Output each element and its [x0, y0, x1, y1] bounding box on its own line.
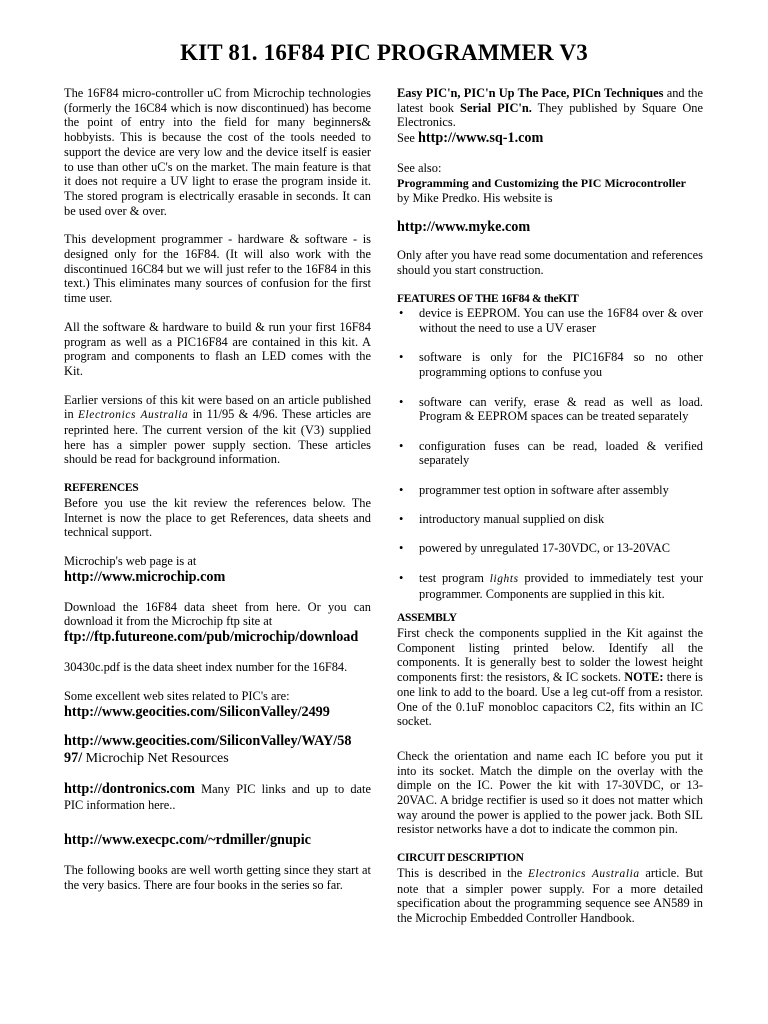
magazine-name: Electronics Australia: [77, 409, 189, 422]
see-also-label: See also:: [397, 161, 442, 176]
circuit-heading: CIRCUIT DESCRIPTION: [397, 852, 524, 865]
list-item: • device is EEPROM. You can use the 16F84 over & over without the need to use a UV eraser: [397, 306, 703, 335]
intro-paragraph: The 16F84 micro-controller uC from Microchip technologies (formerly the 16C84 which is now discontinued) has become the point of entry into the field for many beginners& hobbyists. This is because the cost of the tools needed to support the device are very low and the device itself is easier to use than other uC's on the market. The main feature is that it does not require a UV light to erase the program inside it. The stored program is electrically erasable in seconds. It can be used over & over.: [64, 86, 371, 218]
list-item: • programmer test option in software after assembly: [397, 483, 703, 498]
ftp-link[interactable]: ftp://ftp.futureone.com/pub/microchip/download: [64, 629, 359, 646]
download-paragraph: Download the 16F84 data sheet from here. Or you can download it from the Microchip ftp site at: [64, 599, 371, 629]
geocities-link[interactable]: http://www.geocities.com/SiliconValley/2499: [64, 703, 330, 720]
references-heading: REFERENCES: [64, 482, 139, 495]
predko-book-title: Programming and Customizing the PIC Microcontroller: [397, 175, 686, 190]
software-paragraph: All the software & hardware to build & run your first 16F84 program as well as a PIC16F84 are contained in this kit. A program and components to flash an LED comes with the Kit.: [64, 319, 371, 378]
references-paragraph: Before you use the kit review the references below. The Internet is now the place to get References, data sheets and technical support.: [64, 495, 371, 540]
predko-byline: by Mike Predko. His website is: [397, 190, 553, 205]
only-after-paragraph: Only after you have read some documentation and references should you start construction.: [397, 248, 703, 277]
sites-label: Some excellent web sites related to PIC's are:: [64, 688, 290, 703]
features-heading: FEATURES OF THE 16F84 & theKIT: [397, 292, 579, 305]
document-title: KIT 81. 16F84 PIC PROGRAMMER V3: [180, 40, 588, 65]
check-paragraph: Check the orientation and name each IC before you put it into its socket. Match the dimple on the overlay with the dimple on the IC. Power the kit with 17-30VDC, or 13-20VAC. A bridge rectifier is used so it does not matter which way around the power is applied to the power jack. Both SIL resistor networks have a dot to indicate the common pin.: [397, 748, 703, 837]
right-column: [397, 86, 703, 940]
geocities-way-paragraph: http://www.geocities.com/SiliconValley/WAY/58 97/ Microchip Net Resources: [64, 732, 352, 766]
circuit-paragraph: This is described in the Electronics Australia article. But note that a simpler power supply. For a more detailed specification about the programming sequence see AN589 in the Microchip Embedded Controller Handbook.: [397, 865, 703, 925]
list-item: • test program lights provided to immediately test your programmer. Components are supplied in this kit.: [397, 571, 703, 601]
geocities-way-link[interactable]: http://www.geocities.com/SiliconValley/WAY/58 97/: [64, 732, 352, 766]
datasheet-note: 30430c.pdf is the data sheet index number for the 16F84.: [64, 660, 348, 675]
left-column: [64, 86, 371, 907]
books-paragraph: The following books are well worth getting since they start at the very basics. There are four books in the series so far.: [64, 863, 371, 892]
assembly-paragraph: First check the components supplied in the Kit against the Component listing printed below. Identify all the components. It is generally best to solder the lowest height components first: the resistors, & IC sockets. NOTE: there is one link to add to the board. Use a leg cut-off from a resistor. One of the 0.1uF monobloc capacitors C2, fits within an IC socket.: [397, 625, 703, 729]
dontronics-paragraph: http://dontronics.com Many PIC links and up to date PIC information here..: [64, 780, 371, 812]
list-item: • powered by unregulated 17-30VDC, or 13-20VAC: [397, 541, 703, 556]
books-list-paragraph: Easy PIC'n, PIC'n Up The Pace, PICn Techniques and the latest book Serial PIC'n. They published by Square One Electronics. See http://www.sq-1.com: [397, 86, 703, 147]
myke-link[interactable]: http://www.myke.com: [397, 219, 531, 236]
earlier-versions-paragraph: Earlier versions of this kit were based on an article published in Electronics Australia in 11/95 & 4/96. These articles are reprinted here. The current version of the kit (V3) supplied here has a simpler power supply section. These articles should be read for background information.: [64, 392, 371, 467]
assembly-heading: ASSEMBLY: [397, 612, 457, 625]
list-item: • introductory manual supplied on disk: [397, 512, 703, 527]
execpc-link[interactable]: http://www.execpc.com/~rdmiller/gnupic: [64, 832, 311, 849]
list-item: • configuration fuses can be read, loaded & verified separately: [397, 439, 703, 468]
microchip-label: Microchip's web page is at: [64, 553, 197, 568]
list-item: • software is only for the PIC16F84 so no other programming options to confuse you: [397, 350, 703, 379]
list-item: • software can verify, erase & read as well as load. Program & EEPROM spaces can be treated separately: [397, 395, 703, 424]
features-list: [397, 306, 703, 601]
sq1-link[interactable]: http://www.sq-1.com: [418, 130, 544, 147]
microchip-link[interactable]: http://www.microchip.com: [64, 568, 226, 585]
development-paragraph: This development programmer - hardware & software - is designed only for the 16F84. (It will also work with the discontinued 16C84 but we will just refer to the 16F84 in this text.) This eliminates many sources of confusion for the first time user.: [64, 232, 371, 306]
dontronics-link[interactable]: http://dontronics.com: [64, 780, 195, 797]
